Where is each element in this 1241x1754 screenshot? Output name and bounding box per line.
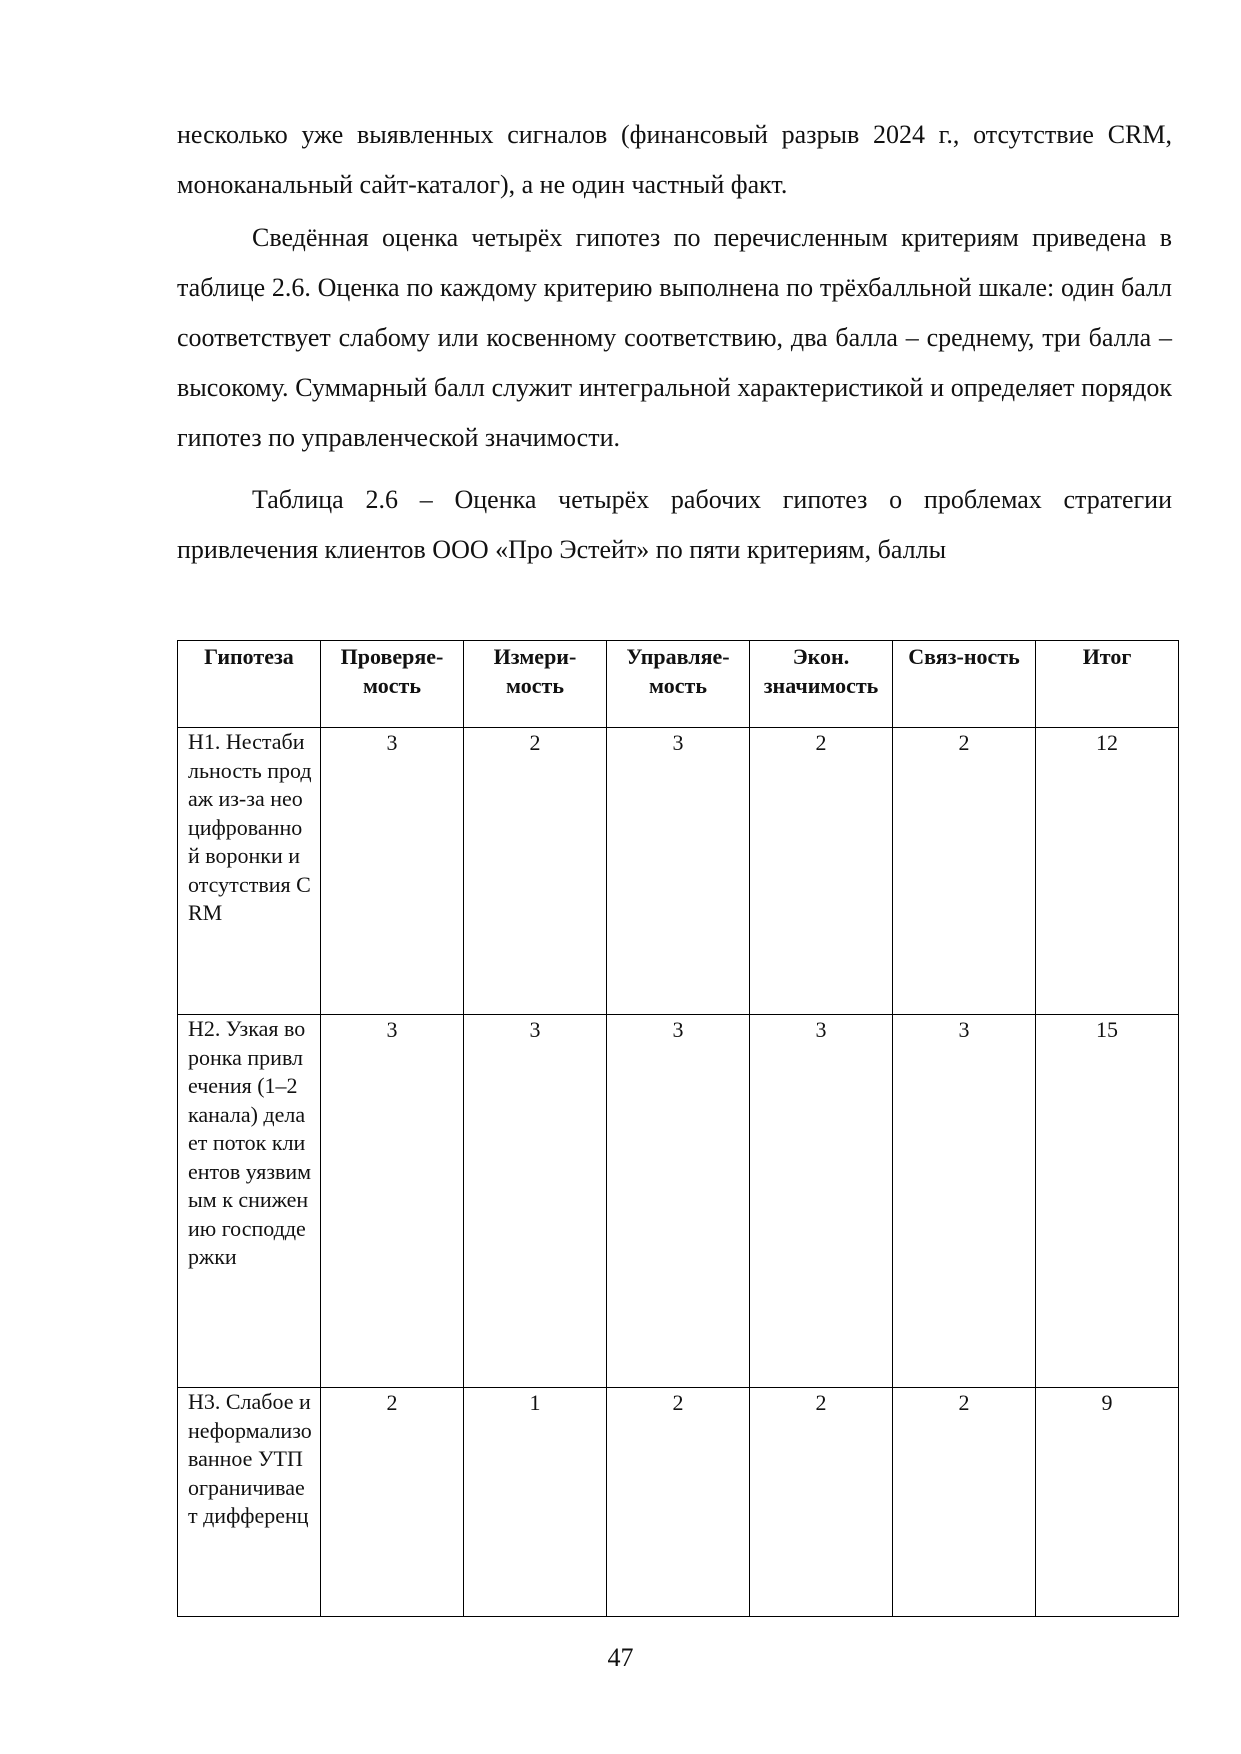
table-caption: Таблица 2.6 – Оценка четырёх рабочих гипотез о проблемах стратегии привлечения клиентов ООО «Про Эстейт» по пяти критериям, баллы <box>177 485 1172 564</box>
header-manageability: Управляе-мость <box>607 641 750 728</box>
score-cell: 3 <box>607 1015 750 1388</box>
total-cell: 15 <box>1036 1015 1179 1388</box>
score-cell: 1 <box>464 1388 607 1617</box>
header-testability: Проверяе-мость <box>321 641 464 728</box>
score-cell: 2 <box>607 1388 750 1617</box>
table-header-row <box>178 641 1179 728</box>
header-economic-significance: Экон. значимость <box>750 641 893 728</box>
table-row <box>178 1015 1179 1388</box>
hypothesis-cell: Н3. Слабое и неформализованное УТП ограничивает дифференц <box>178 1388 321 1617</box>
document-body <box>177 110 1172 575</box>
score-cell: 3 <box>321 1015 464 1388</box>
score-cell: 3 <box>893 1015 1036 1388</box>
score-cell: 3 <box>464 1015 607 1388</box>
score-cell: 3 <box>607 728 750 1015</box>
score-cell: 2 <box>464 728 607 1015</box>
hypothesis-cell: Н1. Нестабильность продаж из-за неоцифрованной воронки и отсутствия CRM <box>178 728 321 1015</box>
page-number: 47 <box>607 1643 634 1672</box>
score-cell: 2 <box>893 1388 1036 1617</box>
table-row <box>178 1388 1179 1617</box>
header-total: Итог <box>1036 641 1179 728</box>
total-cell: 12 <box>1036 728 1179 1015</box>
total-cell: 9 <box>1036 1388 1179 1617</box>
score-cell: 2 <box>321 1388 464 1617</box>
table-row <box>178 728 1179 1015</box>
header-hypothesis: Гипотеза <box>178 641 321 728</box>
score-cell: 2 <box>750 1388 893 1617</box>
hypothesis-cell: Н2. Узкая воронка привлечения (1–2 канала) делает поток клиентов уязвимым к снижению господдержки <box>178 1015 321 1388</box>
score-cell: 2 <box>750 728 893 1015</box>
score-cell: 3 <box>321 728 464 1015</box>
hypotheses-table <box>177 640 1179 1617</box>
header-coherence: Связ-ность <box>893 641 1036 728</box>
header-measurability: Измери-мость <box>464 641 607 728</box>
paragraph-continuation: несколько уже выявленных сигналов (финансовый разрыв 2024 г., отсутствие CRM, моноканальный сайт-каталог), а не один частный факт. <box>177 120 1172 199</box>
score-cell: 2 <box>893 728 1036 1015</box>
paragraph-summary: Сведённая оценка четырёх гипотез по перечисленным критериям приведена в таблице 2.6. Оценка по каждому критерию выполнена по трёхбалльной шкале: один балл соответствует слабому или косвенному соответствию, два балла – среднему, три балла – высокому. Суммарный балл служит интегральной характеристикой и определяет порядок гипотез по управленческой значимости. <box>177 223 1172 452</box>
score-cell: 3 <box>750 1015 893 1388</box>
